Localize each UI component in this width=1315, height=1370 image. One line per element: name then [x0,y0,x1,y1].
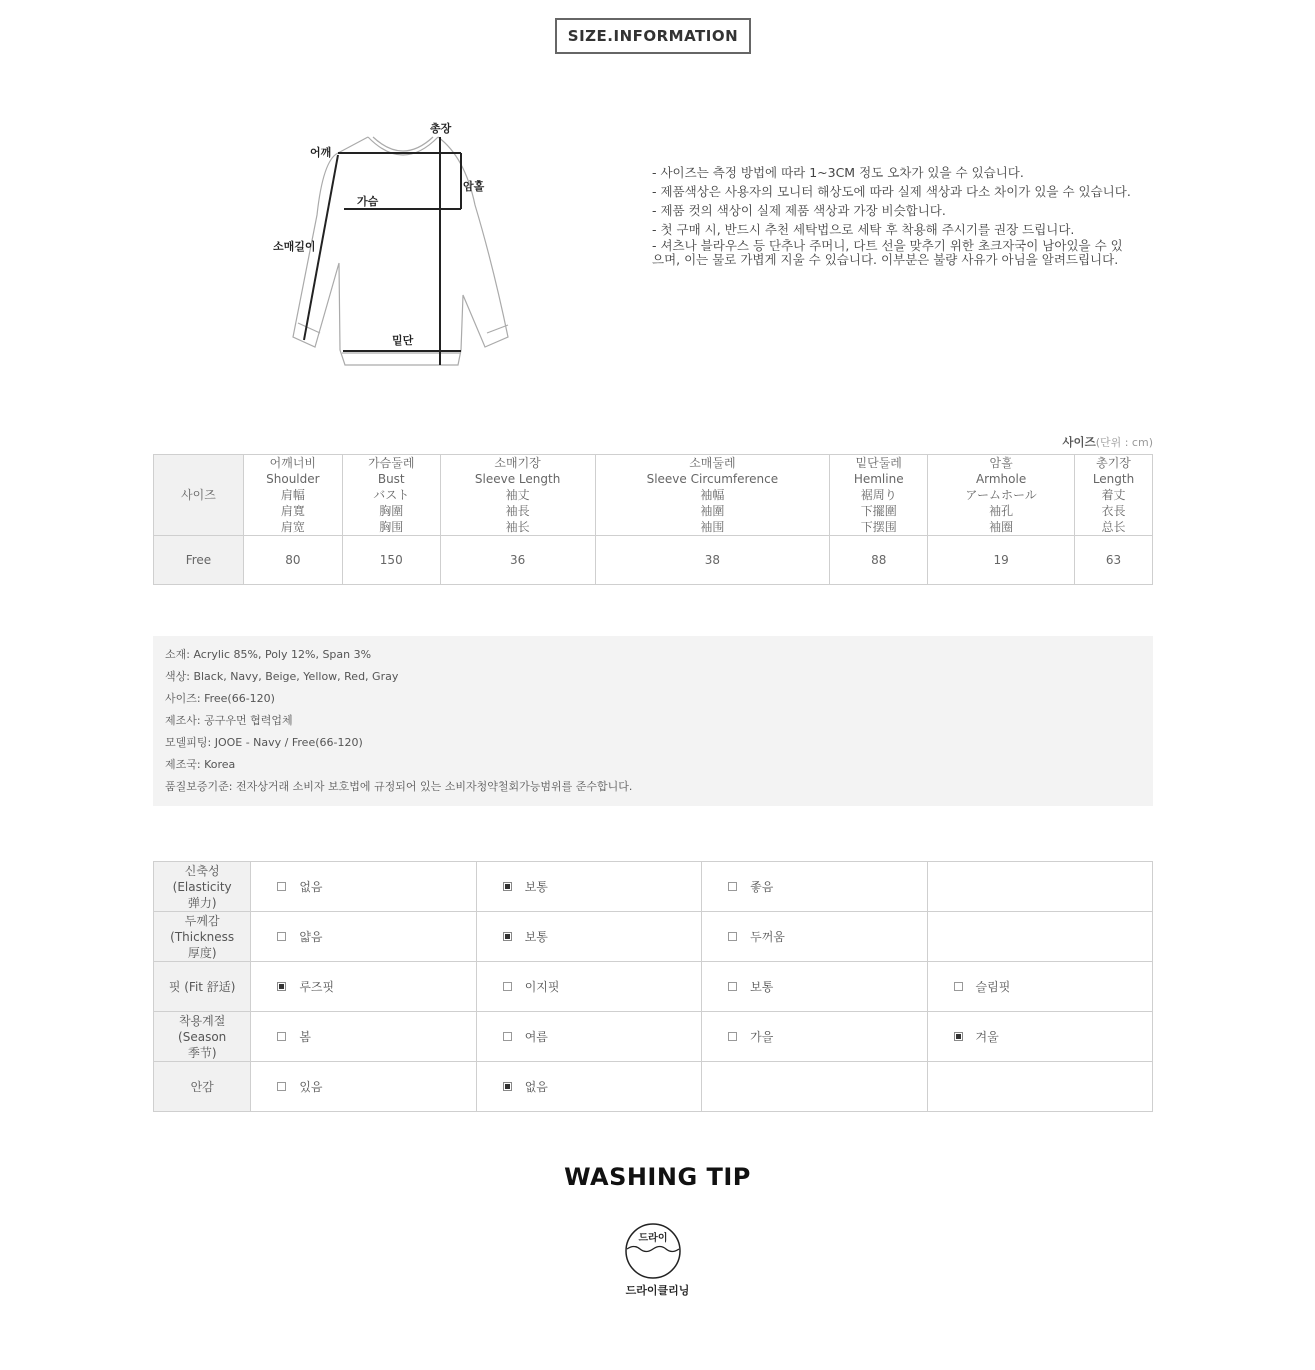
size-unit-note: (단위 : cm) [1095,436,1153,449]
feel-option [251,862,476,912]
table-row [154,536,1153,585]
empty-cell [927,1062,1152,1112]
feel-option [702,962,927,1012]
column-header-armhole: 암홀 Armhole アームホール 袖孔 袖圈 [928,455,1075,536]
feel-row-label: 두께감 (Thickness 厚度) [154,912,251,962]
feel-option [702,862,927,912]
feel-option-label: 보통 [750,980,774,994]
feel-option [476,962,701,1012]
checkbox-unchecked-icon [728,932,737,941]
checkbox-unchecked-icon [277,1032,286,1041]
feel-option-label: 슬림핏 [975,980,1011,994]
feel-option [476,912,701,962]
value-cell: 36 [440,536,595,585]
value-cell: 80 [243,536,342,585]
label-shoulder: 어깨 [310,146,332,159]
size-table-header-row [154,455,1153,536]
dry-clean-icon [624,1222,682,1280]
note-item: - 제품 컷의 색상이 실제 제품 색상과 가장 비슷합니다. [652,203,946,218]
feel-option [251,1012,476,1062]
checkbox-checked-icon [503,882,512,891]
label-chest: 가슴 [357,195,379,208]
column-header-hemline: 밑단둘레 Hemline 裾周り 下擺圍 下摆围 [830,455,928,536]
value-cell: 19 [928,536,1075,585]
size-name-cell: Free [154,536,244,585]
checkbox-unchecked-icon [728,882,737,891]
feel-option-label: 루즈핏 [299,980,335,994]
label-sleeve-length: 소매길이 [273,240,316,253]
label-armhole: 암홀 [463,180,485,193]
value-cell: 63 [1075,536,1153,585]
info-model-fitting: 모델피팅: JOOE - Navy / Free(66-120) [165,736,363,749]
feel-option-label: 이지핏 [524,980,560,994]
feel-option-label: 없음 [524,1080,548,1094]
empty-cell [702,1062,927,1112]
feel-option-label: 보통 [524,930,548,944]
feel-option-label: 가을 [750,1030,774,1044]
feel-option [702,912,927,962]
checkbox-unchecked-icon [728,1032,737,1041]
washing-tip-title: WASHING TIP [564,1163,751,1191]
table-row [154,912,1153,962]
checkbox-unchecked-icon [728,982,737,991]
checkbox-unchecked-icon [277,1082,286,1091]
feel-option-label: 봄 [299,1030,311,1044]
feel-option [476,862,701,912]
size-table [153,454,1153,585]
info-size: 사이즈: Free(66-120) [165,692,275,705]
table-row [154,862,1153,912]
size-unit-label [1030,434,1153,450]
checkbox-unchecked-icon [503,1032,512,1041]
note-item: - 제품색상은 사용자의 모니터 해상도에 따라 실제 색상과 다소 차이가 있을 수 있습니다. [652,184,1131,199]
checkbox-unchecked-icon [954,982,963,991]
feel-option-label: 좋음 [750,880,774,894]
feel-row-label: 안감 [154,1062,251,1112]
column-header-bust: 가슴둘레 Bust バスト 胸圍 胸围 [342,455,440,536]
column-header-shoulder: 어깨너비 Shoulder 肩幅 肩寬 肩宽 [243,455,342,536]
value-cell: 150 [342,536,440,585]
checkbox-checked-icon [503,1082,512,1091]
label-total-length: 총장 [430,122,452,135]
feel-option [476,1012,701,1062]
empty-cell [927,862,1152,912]
sweater-measurement-diagram [265,115,525,375]
feel-option [251,912,476,962]
info-material: 소재: Acrylic 85%, Poly 12%, Span 3% [165,648,372,661]
note-item: - 첫 구매 시, 반드시 추천 세탁법으로 세탁 후 착용해 주시기를 권장 드립니다. [652,222,1075,237]
size-information-title: SIZE.INFORMATION [555,18,751,54]
size-row-header: 사이즈 [154,455,244,536]
value-cell: 88 [830,536,928,585]
value-cell: 38 [595,536,830,585]
note-item: - 셔츠나 블라우스 등 단추나 주머니, 다트 선을 맞추기 위한 초크자국이 남아있을 수 있 [652,238,1123,253]
feel-option-label: 얇음 [299,930,323,944]
size-unit-title: 사이즈 [1062,435,1096,449]
checkbox-unchecked-icon [277,932,286,941]
info-manufacturer: 제조사: 공구우먼 협력업체 [165,714,293,727]
column-header-sleeve-circumference: 소매둘레 Sleeve Circumference 袖幅 袖圍 袖围 [595,455,830,536]
table-row [154,1012,1153,1062]
feel-option [927,1012,1152,1062]
dry-clean-icon-text: 드라이 [638,1233,668,1244]
info-quality: 품질보증기준: 전자상거래 소비자 보호법에 규정되어 있는 소비자청약철회가능범위를 준수합니다. [165,780,633,793]
feel-option-label: 있음 [299,1080,323,1094]
note-item: - 사이즈는 측정 방법에 따라 1~3CM 정도 오차가 있을 수 있습니다. [652,165,1024,180]
column-header-sleeve-length: 소매기장 Sleeve Length 袖丈 袖長 袖长 [440,455,595,536]
info-color: 색상: Black, Navy, Beige, Yellow, Red, Gray [165,670,399,683]
feel-row-label: 착용계절 (Season 季节) [154,1012,251,1062]
feel-option [476,1062,701,1112]
dry-clean-label: 드라이클리닝 [625,1284,690,1297]
feel-option [251,1062,476,1112]
checkbox-checked-icon [954,1032,963,1041]
product-info-box [153,636,1153,806]
empty-cell [927,912,1152,962]
feel-option-label: 없음 [299,880,323,894]
feel-option [251,962,476,1012]
checkbox-unchecked-icon [277,882,286,891]
table-row [154,962,1153,1012]
column-header-length: 총기장 Length 着丈 衣長 总长 [1075,455,1153,536]
feel-row-label: 신축성 (Elasticity 弹力) [154,862,251,912]
notes-list [652,163,1152,267]
feel-option [702,1012,927,1062]
feel-option-label: 여름 [524,1030,548,1044]
feel-option-label: 겨울 [975,1030,999,1044]
info-country: 제조국: Korea [165,758,236,771]
feel-option-label: 두꺼움 [750,930,785,944]
table-row [154,1062,1153,1112]
note-item: 으며, 이는 물로 가볍게 지울 수 있습니다. 이부분은 불량 사유가 아님을 알려드립니다. [652,252,1119,267]
checkbox-unchecked-icon [503,982,512,991]
feel-row-label: 핏 (Fit 舒适) [154,962,251,1012]
checkbox-checked-icon [503,932,512,941]
feel-option [927,962,1152,1012]
feel-option-label: 보통 [524,880,548,894]
checkbox-checked-icon [277,982,286,991]
fabric-feel-table [153,861,1153,1112]
label-hem: 밑단 [392,334,414,347]
